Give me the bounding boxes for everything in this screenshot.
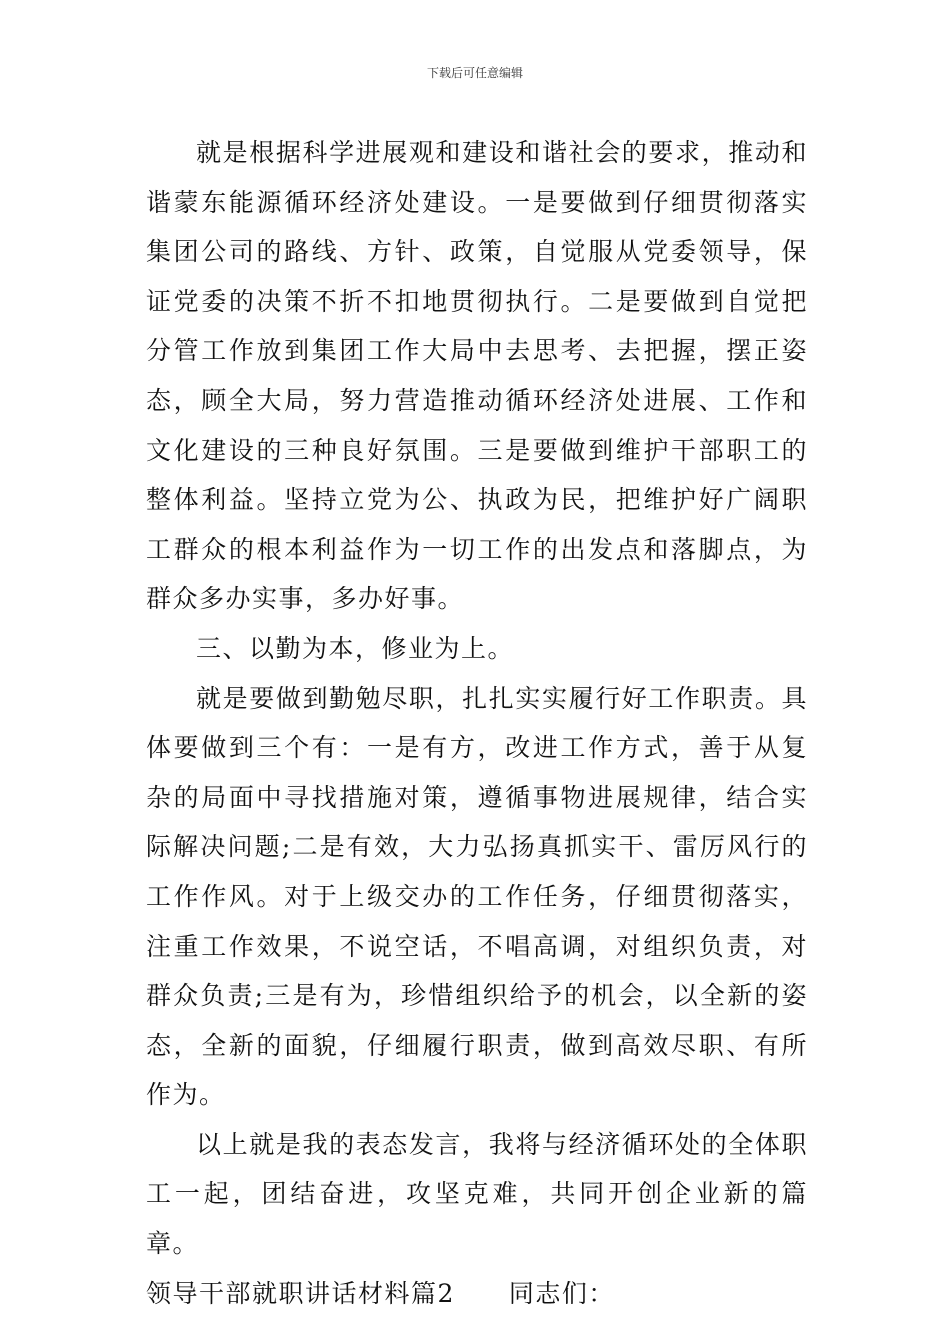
paragraph-2-heading: 三、以勤为本，修业为上。: [196, 633, 515, 663]
next-section-line: [146, 1269, 808, 1319]
page-header: 下载后可任意编辑: [426, 66, 523, 80]
document-body: [146, 128, 808, 1318]
paragraph-4: 以上就是我的表态发言，我将与经济循环处的全体职工一起，团结奋进，攻坚克难，共同开创企业新的篇章。: [146, 1129, 808, 1259]
section-title: 领导干部就职讲话材料篇2: [146, 1278, 455, 1308]
paragraph-1: 就是根据科学进展观和建设和谐社会的要求，推动和谐蒙东能源循环经济处建设。一是要做到仔细贯彻落实集团公司的路线、方针、政策，自觉服从党委领导，保证党委的决策不折不扣地贯彻执行。二是要做到自觉把分管工作放到集团工作大局中去思考、去把握，摆正姿态，顾全大局，努力营造推动循环经济处进展、工作和文化建设的三种良好氛围。三是要做到维护干部职工的整体利益。坚持立党为公、执政为民，把维护好广阔职工群众的根本利益作为一切工作的出发点和落脚点，为群众多办实事，多办好事。: [146, 138, 808, 614]
paragraph-3: 就是要做到勤勉尽职，扎扎实实履行好工作职责。具体要做到三个有：一是有方，改进工作方式，善于从复杂的局面中寻找措施对策，遵循事物进展规律，结合实际解决问题;二是有效，大力弘扬真抓实干、雷厉风行的工作作风。对于上级交办的工作任务，仔细贯彻落实，注重工作效果，不说空话，不唱高调，对组织负责，对群众负责;三是有为，珍惜组织给予的机会，以全新的姿态，全新的面貌，仔细履行职责，做到高效尽职、有所作为。: [146, 683, 808, 1110]
salutation: 同志们：: [508, 1278, 615, 1308]
